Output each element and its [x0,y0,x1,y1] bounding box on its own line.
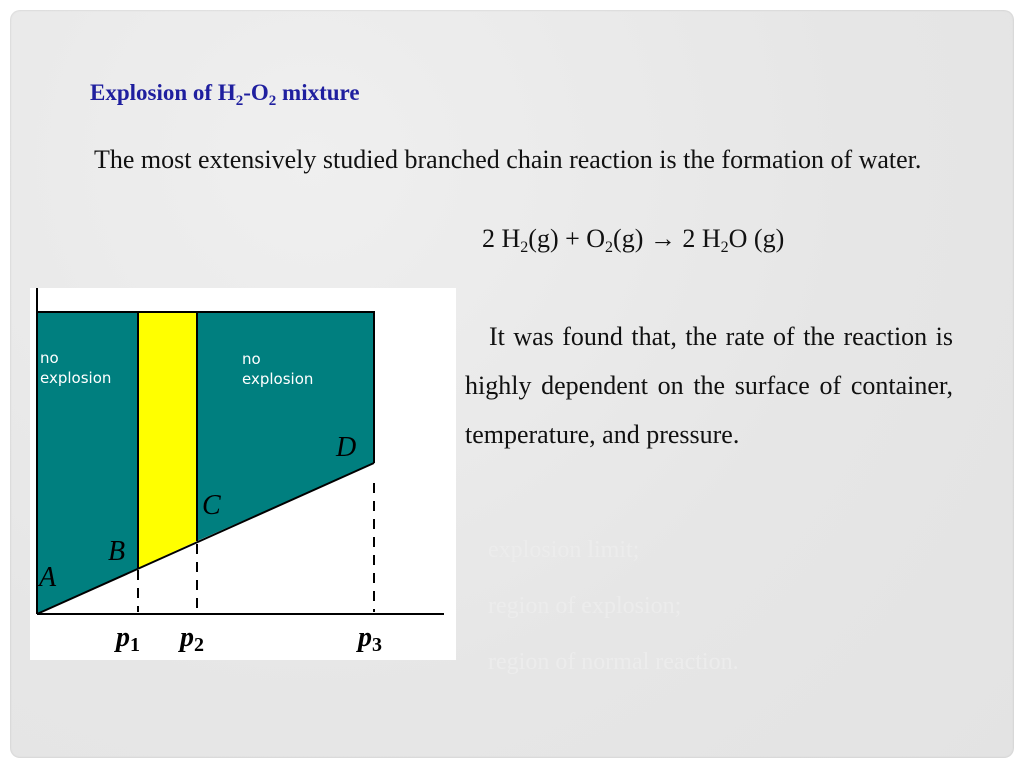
rate-dependence-paragraph: It was found that, the rate of the reaction is highly dependent on the surface of container, temperature, and pressure. [465,322,953,449]
pressure-label-p1: p1 [116,622,140,656]
pressure-label-p3: p3 [358,622,382,656]
point-label-c: C [202,490,221,521]
point-label-b: B [108,536,126,567]
point-label-d: D [336,432,357,463]
pressure-label-p2: p2 [180,622,204,656]
faint-term-list [488,530,739,698]
explosion-region [138,312,197,568]
region-label-1-line2: explosion [40,369,112,387]
no-explosion-region-2 [197,312,374,541]
term-region-of-normal-reaction: region of normal reaction. [488,649,739,675]
point-label-a: A [39,562,57,593]
region-label-1-line1: no [40,349,59,367]
term-region-of-explosion: region of explosion; [488,593,682,619]
term-explosion-limit: explosion limit; [488,537,640,563]
region-label-2-line1: no [242,350,261,368]
intro-paragraph: The most extensively studied branched chain reaction is the formation of water. [94,145,922,174]
slide-title: Explosion of $H_2-O_2$ mixture [90,80,360,109]
region-label-2-line2: explosion [242,370,314,388]
reaction-equation: 2 $H_2(g) + O_2(g) \to 2$ $H_2O$ (g) [482,224,785,256]
explosion-limit-diagram [30,288,456,660]
